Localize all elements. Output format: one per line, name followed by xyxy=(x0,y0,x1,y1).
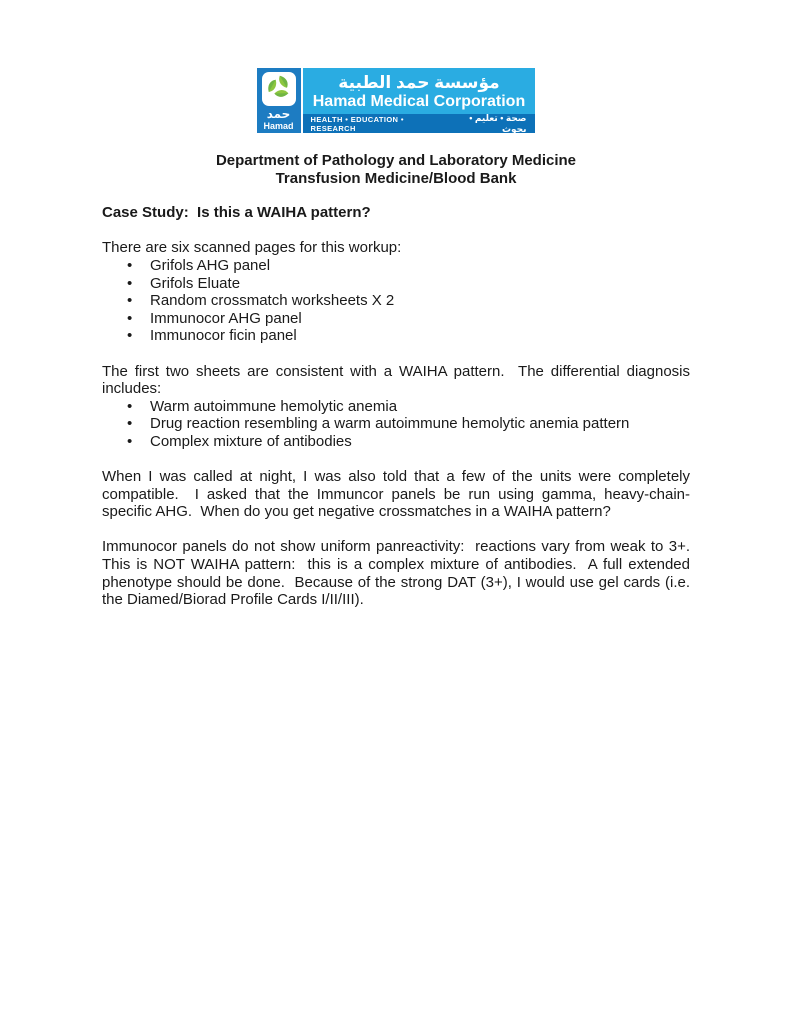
bullet-item: • Drug reaction resembling a warm autoimmune hemolytic anemia pattern xyxy=(102,415,690,433)
doc-header xyxy=(102,152,690,187)
bullet-item: • Warm autoimmune hemolytic anemia xyxy=(102,398,690,416)
bullet-item: • Immunocor AHG panel xyxy=(102,310,690,328)
logo-arabic-title: مؤسسة حمد الطبية xyxy=(338,73,500,92)
bullet-item: • Immunocor ficin panel xyxy=(102,327,690,345)
intro-paragraph: There are six scanned pages for this workup: xyxy=(102,239,402,257)
differential-list xyxy=(102,398,690,451)
leaf-emblem-box xyxy=(262,72,296,106)
bullet-item: • Random crossmatch worksheets X 2 xyxy=(102,292,690,310)
emblem-arabic-label: حمد xyxy=(266,107,291,121)
scanned-pages-list xyxy=(102,257,690,345)
night-call-paragraph: When I was called at night, I was also told that a few of the units were completely compatible. I asked that the Immuncor panels be run using gamma, heavy-chain-specific AHG. When do you get negative crossmatches in a WAIHA pattern? xyxy=(102,468,695,521)
logo-right-panel xyxy=(303,68,535,133)
logo-english-title: Hamad Medical Corporation xyxy=(312,93,526,110)
doc-header-line1: Department of Pathology and Laboratory Medicine xyxy=(215,152,577,169)
hmc-logo xyxy=(257,68,535,133)
logo-title-band xyxy=(303,68,535,114)
bullet-item: • Grifols Eluate xyxy=(102,275,690,293)
conclusion-paragraph: Immunocor panels do not show uniform panreactivity: reactions vary from weak to 3+. This is NOT WAIHA pattern: this is a complex mixture of antibodies. A full extended phenotype should be done. Because of the strong DAT (3+), I would use gel cards (i.e. the Diamed/Biorad Profile Cards I/II/III). xyxy=(102,538,699,609)
bullet-item: • Complex mixture of antibodies xyxy=(102,433,690,451)
bullet-item: • Grifols AHG panel xyxy=(102,257,690,275)
tagline-english: HEALTH • EDUCATION • RESEARCH xyxy=(310,114,404,133)
doc-header-line2: Transfusion Medicine/Blood Bank xyxy=(275,169,517,187)
logo-emblem xyxy=(257,68,301,133)
waiha-paragraph: The first two sheets are consistent with a WAIHA pattern. The differential diagnosis includes: xyxy=(102,362,695,398)
document-content xyxy=(102,152,699,609)
case-study-heading: Case Study: Is this a WAIHA pattern? xyxy=(102,204,371,222)
tagline-arabic: صحة • تعليم • بحوث xyxy=(469,112,527,134)
emblem-english-label: Hamad xyxy=(263,121,294,131)
logo-tagline-strip xyxy=(303,114,535,133)
three-leaves-icon xyxy=(265,73,293,106)
